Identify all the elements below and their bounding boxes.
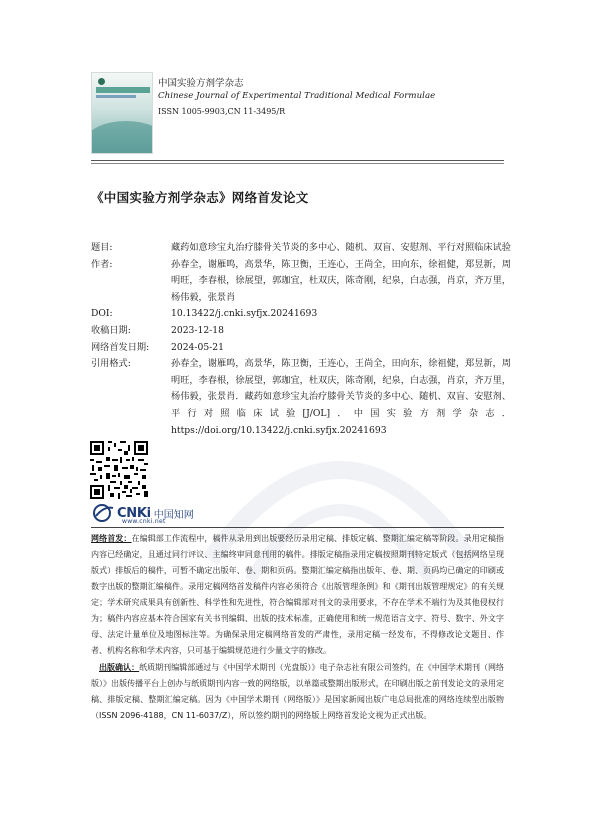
publication-notice — [91, 531, 504, 724]
article-title: 藏药如意珍宝丸治疗膝骨关节炎的多中心、随机、双盲、安慰剂、平行对照临床试验 — [171, 242, 511, 253]
authors-label: 作者: — [91, 258, 113, 270]
notice-rule — [91, 527, 504, 528]
notice-online-first — [91, 531, 504, 659]
title-label: 题目: — [91, 242, 113, 253]
meta-row-doi — [91, 306, 511, 323]
online-date-label: 网络首发日期: — [91, 341, 150, 353]
citation-text: 孙春全，谢雁鸣，高景华，陈卫衡，王连心，王尚全，田向东，徐祖健，郑昱新，周明旺，李春根，徐展望，郭珈宜，杜双庆，陈奇刚，纪泉，白志强，肖京，齐万里，杨伟毅，张景肖．藏药如意珍宝丸治疗膝骨关节炎的多中心、随机、双盲、安慰剂、平行对照临床试验[J/OL]．中国实验方剂学杂志．https://doi.org/10.13422/j.cnki.syfjx.20241693 — [171, 358, 511, 436]
header-rule-thin — [91, 163, 504, 164]
cnki-globe-icon — [93, 504, 115, 522]
confirmation-text: 纸质期刊编辑部通过与《中国学术期刊（光盘版）》电子杂志社有限公司签约，在《中国学术期刊（网络版）》出版传播平台上创办与纸质期刊内容一致的网络版，以单篇或整期出版形式，在印刷出版之前刊发论文的录用定稿、排版定稿、整期汇编定稿。因为《中国学术期刊（网络版）》是国家新闻出版广电总局批准的网络连续型出版物（ISSN 2096-4188，CN 11-6037/Z），所以签约期刊的网络版上网络首发论文视为正式出版。 — [91, 663, 505, 720]
journal-name-en: Chinese Journal of Experimental Traditional Medical Formulae — [158, 91, 436, 101]
meta-row-citation — [91, 356, 511, 439]
cnki-brand: CNKi — [117, 505, 151, 521]
doi-value[interactable]: 10.13422/j.cnki.syfjx.20241693 — [171, 308, 318, 320]
cnki-url[interactable]: www.cnki.net — [122, 518, 166, 525]
cnki-brand-cn: 中国知网 — [153, 509, 194, 521]
article-metadata — [91, 240, 511, 439]
citation-label: 引用格式: — [91, 358, 131, 370]
authors-list: 孙春全，谢雁鸣，高景华，陈卫衡，王连心，王尚全，田向东，徐祖健，郑昱新，周明旺，李春根，徐展望，郭珈宜，杜双庆，陈奇刚，纪泉，白志强，肖京，齐万里，杨伟毅，张景肖 — [171, 258, 511, 303]
online-date: 2024-05-21 — [171, 341, 224, 353]
received-date: 2023-12-18 — [171, 324, 224, 336]
notice-publication-confirmation — [91, 660, 504, 724]
page-heading: 《中国实验方剂学杂志》网络首发论文 — [91, 190, 309, 205]
confirmation-label: 出版确认： — [99, 663, 140, 672]
online-first-label: 网络首发： — [91, 534, 132, 543]
online-first-text: 在编辑部工作流程中，稿件从录用到出版要经历录用定稿、排版定稿、整期汇编定稿等阶段。录用定稿指内容已经确定，且通过同行评议、主编终审同意刊用的稿件。排版定稿指录用定稿按照期刊特定版式（包括网络呈现版式）排版后的稿件，可暂不确定出版年、卷、期和页码。整期汇编定稿指出版年、卷、期、页码均已确定的印刷或数字出版的整期汇编稿件。录用定稿网络首发稿件内容必须符合《出版管理条例》和《期刊出版管理规定》的有关规定；学术研究成果具有创新性、科学性和先进性，符合编辑部对刊文的录用要求，不存在学术不端行为及其他侵权行为；稿件内容应基本符合国家有关书刊编辑、出版的技术标准，正确使用和统一规范语言文字、符号、数字、外文字母、法定计量单位及地图标注等。为确保录用定稿网络首发的严肃性，录用定稿一经发布，不得修改论文题目、作者、机构名称和学术内容，只可基于编辑规范进行少量文字的修改。 — [91, 534, 504, 655]
meta-row-title — [91, 240, 511, 257]
meta-row-online — [91, 340, 511, 357]
doi-label: DOI: — [91, 308, 113, 320]
meta-row-received — [91, 323, 511, 340]
meta-row-authors — [91, 257, 511, 307]
received-label: 收稿日期: — [91, 324, 131, 336]
header-rule — [91, 160, 504, 161]
journal-cover-image — [91, 72, 153, 154]
journal-issn: ISSN 1005-9903,CN 11-3495/R — [158, 107, 286, 116]
journal-name-cn: 中国实验方剂学杂志 — [158, 78, 244, 89]
qr-code-icon — [90, 441, 148, 499]
